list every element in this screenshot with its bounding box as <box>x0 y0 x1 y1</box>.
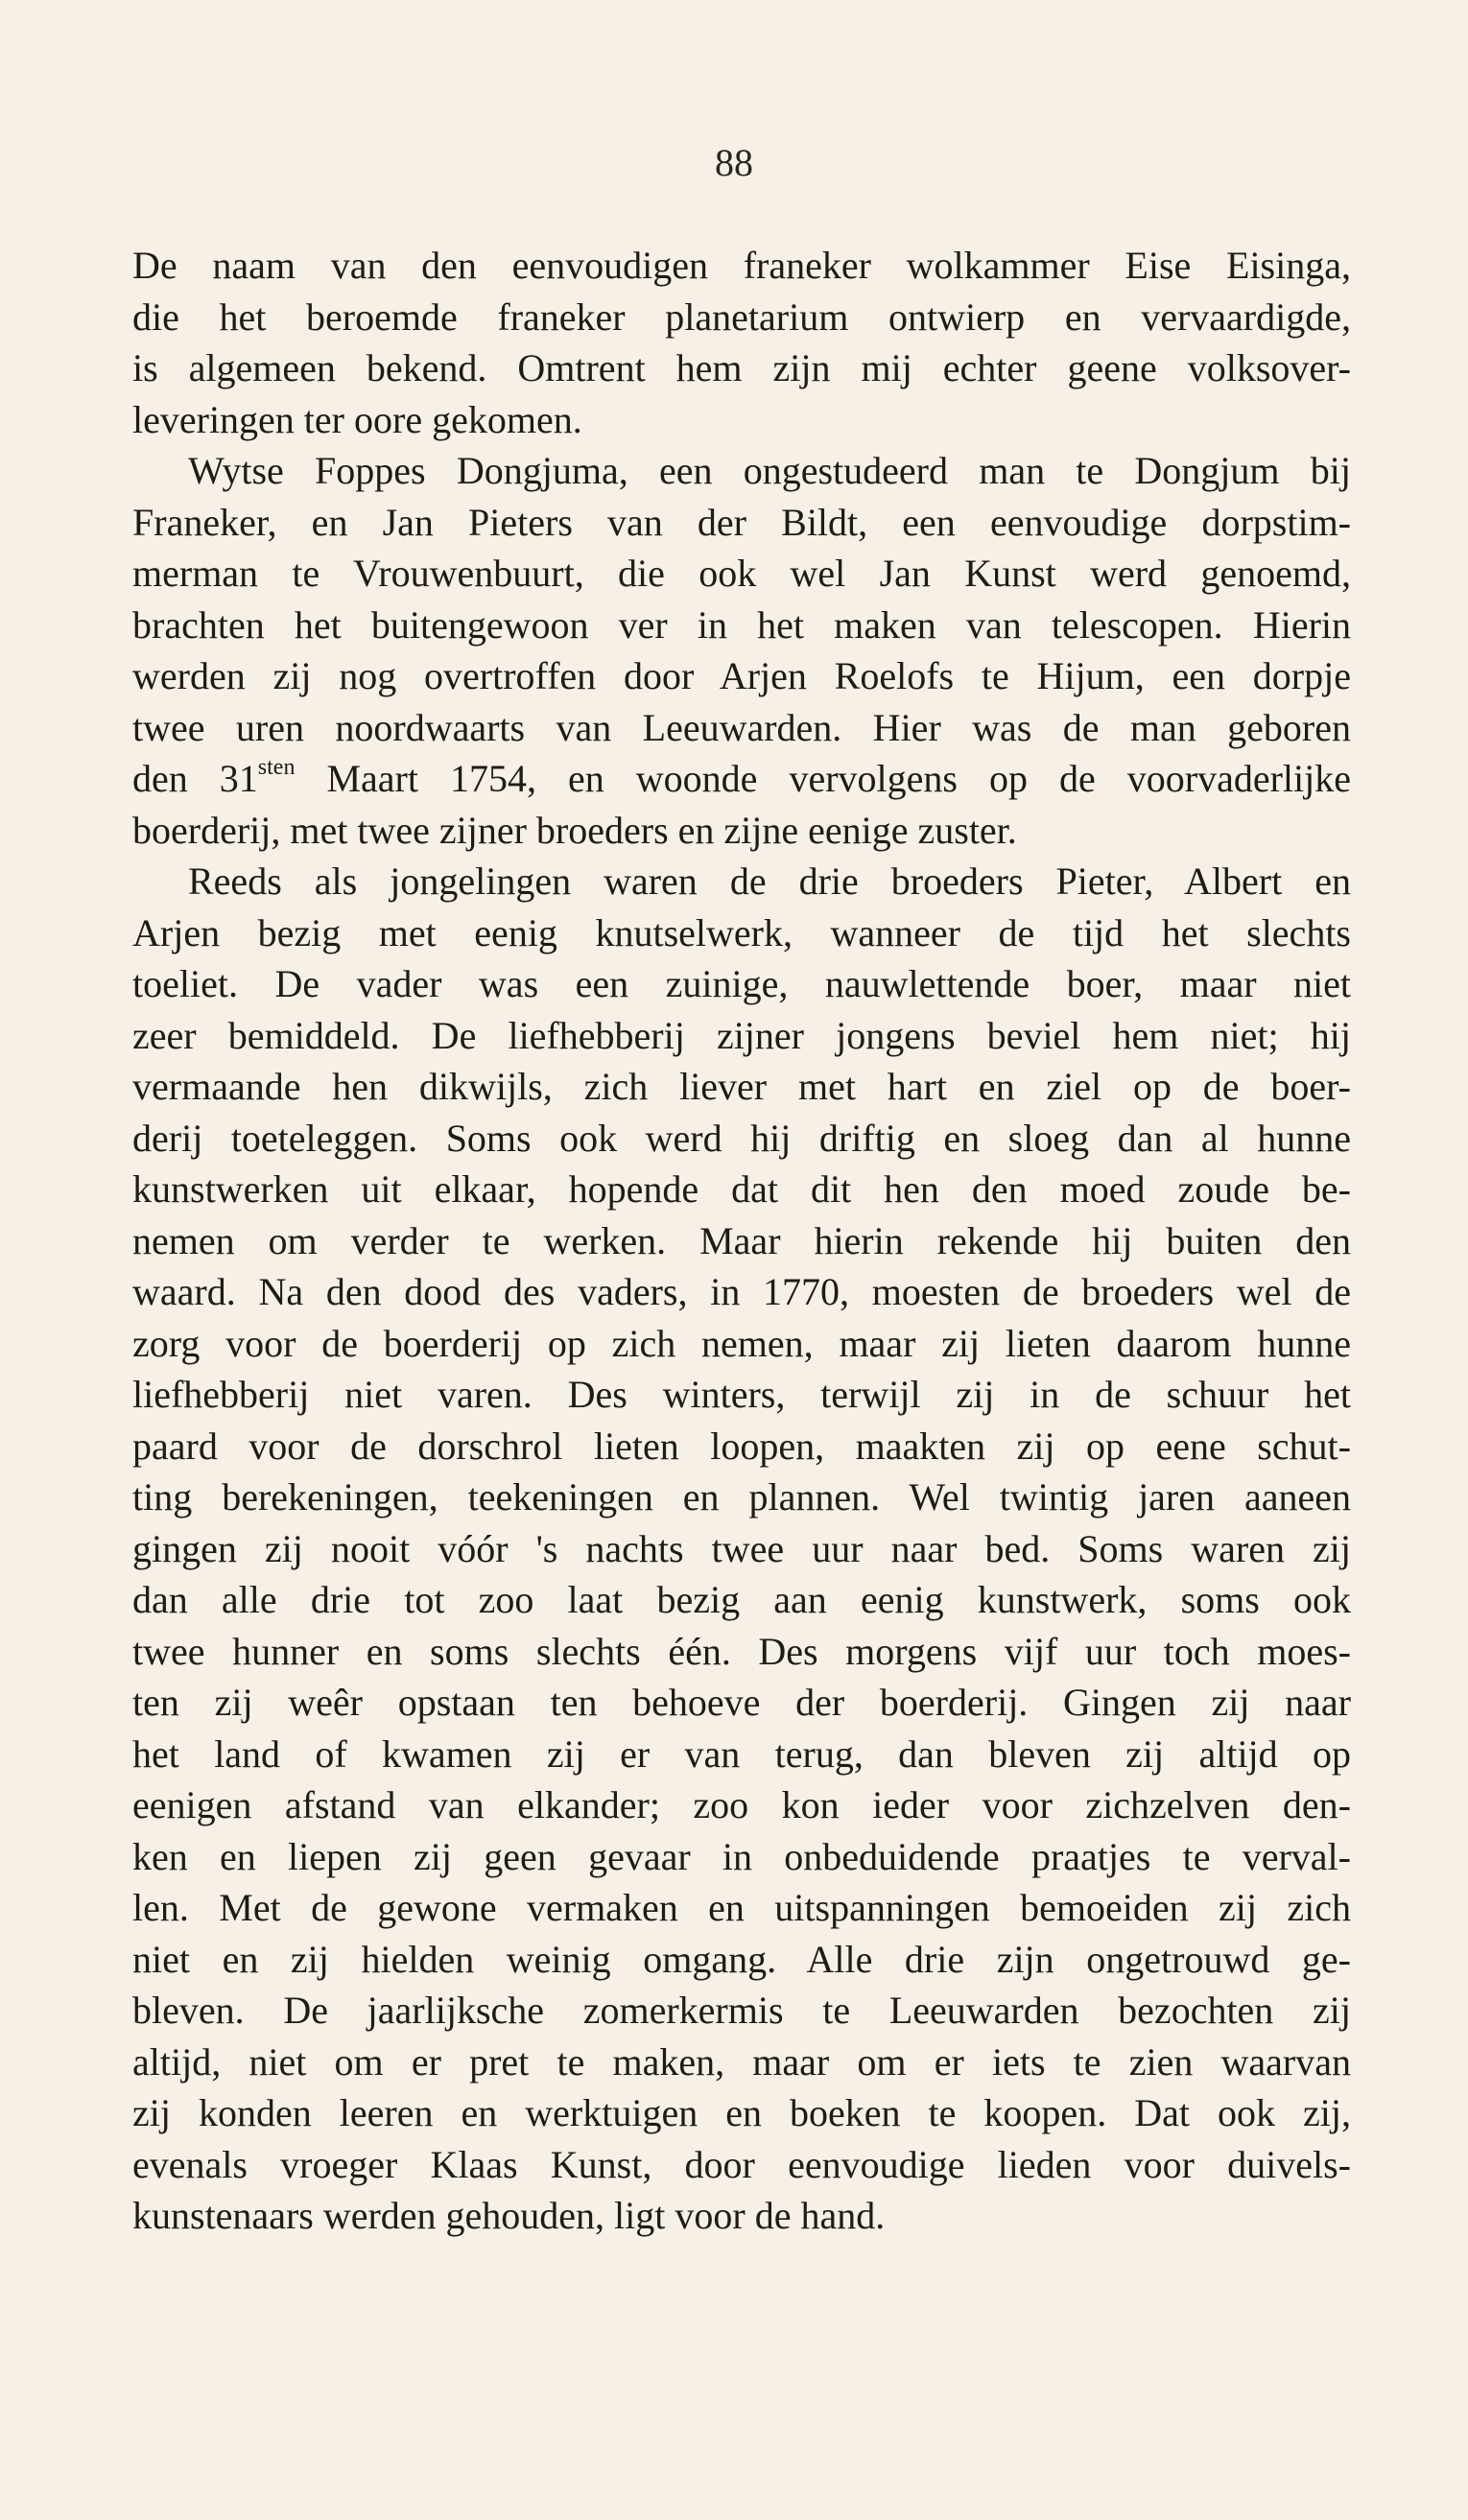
text-line: twee uren noordwaarts van Leeuwarden. Hier was de man geboren <box>132 705 1351 749</box>
text-line: paard voor de dorschrol lieten loopen, maakten zij op eene schut- <box>132 1424 1351 1468</box>
body-text <box>132 240 1351 2242</box>
text-line: dan alle drie tot zoo laat bezig aan eenig kunstwerk, soms ook <box>132 1578 1351 1621</box>
text-line: twee hunner en soms slechts één. Des morgens vijf uur toch moes- <box>132 1629 1351 1673</box>
text-line: Arjen bezig met eenig knutselwerk, wanneer de tijd het slechts <box>132 910 1351 954</box>
text-line: boerderij, met twee zijner broeders en zijne eenige zuster. <box>132 808 1017 852</box>
text-line: zorg voor de boerderij op zich nemen, maar zij lieten daarom hunne <box>132 1321 1351 1365</box>
text-line: leveringen ter oore gekomen. <box>132 397 582 441</box>
text-line: niet en zij hielden weinig omgang. Alle drie zijn ongetrouwd ge- <box>132 1937 1351 1981</box>
text-line: waard. Na den dood des vaders, in 1770, moesten de broeders wel de <box>132 1270 1351 1313</box>
text-line: kunstenaars werden gehouden, ligt voor de hand. <box>132 2194 886 2237</box>
text-line: zij konden leeren en werktuigen en boeken te koopen. Dat ook zij, <box>132 2091 1351 2134</box>
text-line: len. Met de gewone vermaken en uitspanningen bemoeiden zij zich <box>132 1886 1351 1929</box>
text-line: evenals vroeger Klaas Kunst, door eenvoudige lieden voor duivels- <box>132 2142 1351 2186</box>
text-line: merman te Vrouwenbuurt, die ook wel Jan Kunst werd genoemd, <box>132 552 1351 595</box>
text-line: eenigen afstand van elkander; zoo kon ieder voor zichzelven den- <box>132 1783 1351 1826</box>
text-line: werden zij nog overtroffen door Arjen Roelofs te Hijum, een dorpje <box>132 654 1351 697</box>
ordinal-superscript: sten <box>257 755 296 780</box>
text-line-with-superscript <box>132 753 1351 805</box>
text-line: altijd, niet om er pret te maken, maar om er iets te zien waarvan <box>132 2039 1351 2084</box>
text-line: toeliet. De vader was een zuinige, nauwlettende boer, maar niet <box>132 962 1351 1005</box>
text-line: ken en liepen zij geen gevaar in onbeduidende praatjes te verval- <box>132 1834 1351 1878</box>
paragraph-start-line: Reeds als jongelingen waren de drie broeders Pieter, Albert en <box>188 860 1351 903</box>
text-line: ting berekeningen, teekeningen en plannen. Wel twintig jaren aaneen <box>132 1475 1351 1519</box>
date-suffix: Maart 1754, en woonde vervolgens op de voorvaderlijke <box>295 757 1351 800</box>
text-line: zeer bemiddeld. De liefhebberij zijner jongens beviel hem niet; hij <box>132 1013 1351 1057</box>
text-line: die het beroemde franeker planetarium ontwierp en vervaardigde, <box>132 294 1351 339</box>
text-line: derij toeteleggen. Soms ook werd hij driftig en sloeg dan al hunne <box>132 1116 1351 1160</box>
text-line: is algemeen bekend. Omtrent hem zijn mij echter geene volksover- <box>132 346 1351 389</box>
text-line: het land of kwamen zij er van terug, dan bleven zij altijd op <box>132 1731 1351 1776</box>
text-line: ten zij weêr opstaan ten behoeve der boerderij. Gingen zij naar <box>132 1681 1351 1724</box>
date-prefix: den 31 <box>132 757 258 800</box>
text-line: brachten het buitengewoon ver in het maken van telescopen. Hierin <box>132 602 1351 647</box>
text-line: kunstwerken uit elkaar, hopende dat dit hen den moed zoude be- <box>132 1167 1351 1211</box>
paragraph-start-line: Wytse Foppes Dongjuma, een ongestudeerd man te Dongjum bij <box>188 449 1351 492</box>
text-line: vermaande hen dikwijls, zich liever met hart en ziel op de boer- <box>132 1065 1351 1108</box>
page-number: 88 <box>715 141 753 184</box>
text-line: De naam van den eenvoudigen franeker wolkammer Eise Eisinga, <box>132 244 1351 287</box>
text-line: liefhebberij niet varen. Des winters, terwijl zij in de schuur het <box>132 1373 1351 1416</box>
text-line: nemen om verder te werken. Maar hierin rekende hij buiten den <box>132 1218 1351 1262</box>
text-line: bleven. De jaarlijksche zomerkermis te Leeuwarden bezochten zij <box>132 1989 1351 2032</box>
text-line: gingen zij nooit vóór 's nachts twee uur naar bed. Soms waren zij <box>132 1526 1351 1570</box>
text-line: Franeker, en Jan Pieters van der Bildt, een eenvoudige dorpstim- <box>132 500 1351 544</box>
